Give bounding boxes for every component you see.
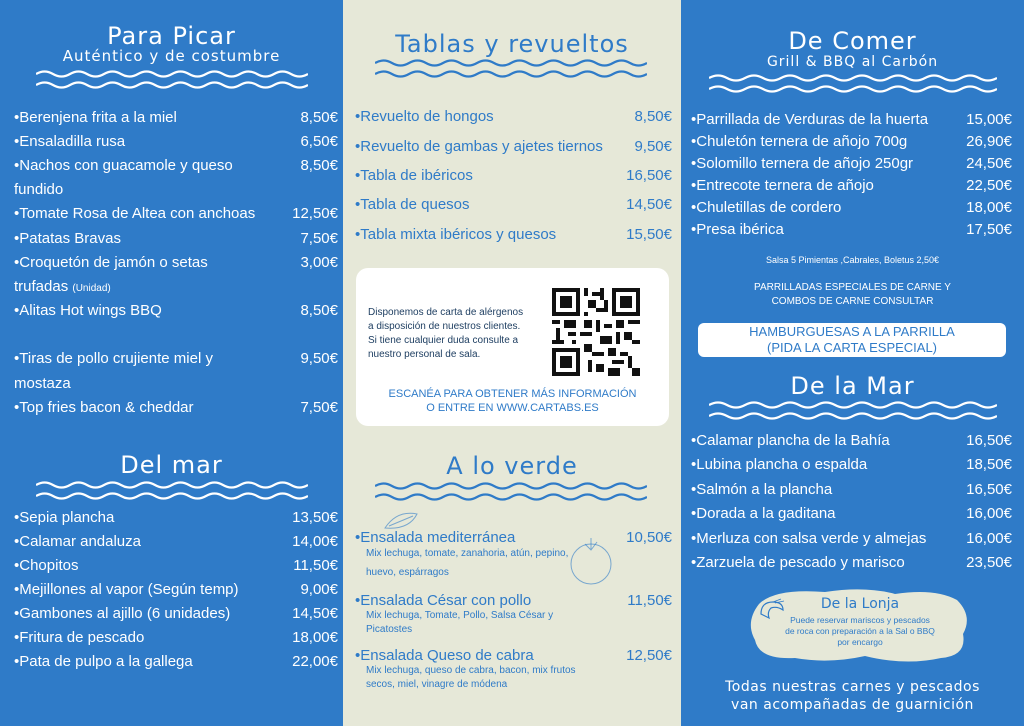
allergen-text: a disposición de nuestros clientes. (368, 321, 521, 332)
section-subtitle-para-picar: Auténtico y de costumbre (62, 47, 281, 65)
item-description: secos, miel, vinagre de módena (366, 679, 508, 690)
item-description: Mix lechuga, queso de cabra, bacon, mix frutos (366, 665, 576, 676)
allergen-text: Si tiene cualquier duda consulte a (368, 335, 519, 346)
scan-cta: O ENTRE EN WWW.CARTABS.ES (426, 402, 599, 414)
wave-divider (709, 73, 997, 95)
tomato-doodle-icon (565, 530, 621, 590)
section-title-tablas: Tablas y revueltos (395, 30, 629, 58)
qr-code-icon[interactable] (552, 288, 640, 376)
section-title-para-picar: Para Picar (107, 22, 236, 50)
allergen-text: nuestro personal de sala. (368, 349, 481, 360)
allergen-info-card (356, 268, 669, 426)
lonja-text: de roca con preparación a la Sal o BBQ (785, 626, 935, 636)
wave-divider (709, 400, 997, 422)
allergen-text: Disponemos de carta de alérgenos (368, 307, 524, 318)
column-de-comer: De Comer Grill & BBQ al Carbón •Parrillada de Verduras de la huerta 15,00€ •Chuletón ternera de añojo 700g 26,90€ •Solomillo ternera de añojo 250gr 24,50€ •Entrecote ternera de añojo 22,50€ •Chuletillas de cordero 18,00€ •Presa ibérica 17,50€ Salsa 5 Pimientas ,Cabrales, Boletus 2,50€ PARRILLADAS ESPECIALES DE CARNE Y COMBOS DE CARNE CONSULTAR De la Mar •Calamar plancha de la Bahía 16,50€ •Lubina plancha o espalda 18,50€ •Salmón a la plancha 16,50€ •Dorada a la gaditana 16,00€ •Merluza con salsa verde y almejas 16,00€ •Zarzuela de pescado y marisco 23,50€ De la Lonja Puede reservar mariscos y pescados de roca con preparación a la Sal o BBQ por encargo Todas nuestras carnes y pescados van acompañadas de guarnición (681, 0, 1024, 726)
wave-divider (36, 69, 308, 91)
section-title-de-comer: De Comer (788, 27, 917, 55)
item-description: huevo, espárragos (366, 567, 449, 578)
section-title-de-la-mar: De la Mar (790, 372, 915, 400)
lonja-text: por encargo (837, 637, 883, 647)
item-description: Picatostes (366, 624, 413, 635)
wave-divider (375, 481, 647, 503)
column-tablas-verde: Tablas y revueltos •Revuelto de hongos 8,50€ •Revuelto de gambas y ajetes tiernos 9,50€ •Tabla de ibéricos 16,50€ •Tabla de quesos 14,50€ •Tabla mixta ibéricos y quesos 15,50€ A lo verde •Ensalada mediterránea 10,50€ Mix lechuga, tomate, zanahoria, atún, pepino, huevo, espárragos •Ensalada César con pollo 11,50€ Mix lechuga, Tomate, Pollo, Salsa César y Picatostes •Ensalada Queso de cabra 12,50€ Mix lechuga, queso de cabra, bacon, mix frutos secos, miel, vinagre de módena (343, 0, 681, 726)
hamburguesas-line: HAMBURGUESAS A LA PARRILLA (749, 324, 955, 339)
section-title-del-mar: Del mar (120, 451, 223, 479)
lonja-title: De la Lonja (820, 596, 900, 612)
wave-divider (375, 58, 647, 80)
column-para-picar: Para Picar Auténtico y de costumbre •Berenjena frita a la miel 8,50€ •Ensaladilla rusa 6,50€ •Nachos con guacamole y queso 8,50€ fundido •Tomate Rosa de Altea con anchoas 12,50€ •Patatas Bravas 7,50€ •Croquetón de jamón o setas 3,00€ trufadas (Unidad) •Alitas Hot wings BBQ 8,50€ •Tiras de pollo crujiente miel y 9,50€ mostaza •Top fries bacon & cheddar 7,50€ Del mar •Sepia plancha 13,50€ •Calamar andaluza 14,00€ •Chopitos 11,50€ •Mejillones al vapor (Según temp) 9,00€ •Gambones al ajillo (6 unidades) 14,50€ •Fritura de pescado 18,00€ •Pata de pulpo a la gallega 22,00€ (0, 0, 343, 726)
hamburguesas-line: (PIDA LA CARTA ESPECIAL) (766, 340, 938, 355)
footer-note: van acompañadas de guarnición (731, 697, 974, 713)
hamburguesas-banner (698, 323, 1006, 357)
parrilladas-note: COMBOS DE CARNE CONSULTAR (771, 296, 934, 307)
scan-cta: ESCANÉA PARA OBTENER MÁS INFORMACIÓN (388, 388, 637, 400)
item-description: Mix lechuga, Tomate, Pollo, Salsa César y (366, 610, 554, 621)
lonja-text: Puede reservar mariscos y pescados (790, 615, 930, 625)
salsa-note: Salsa 5 Pimientas ,Cabrales, Boletus 2,50€ (765, 255, 940, 265)
wave-divider (36, 480, 308, 502)
parrilladas-note: PARRILLADAS ESPECIALES DE CARNE Y (754, 282, 951, 293)
section-subtitle-de-comer: Grill & BBQ al Carbón (766, 54, 939, 70)
footer-note: Todas nuestras carnes y pescados (725, 679, 980, 695)
item-description: Mix lechuga, tomate, zanahoria, atún, pepino, (366, 548, 569, 559)
section-title-a-lo-verde: A lo verde (446, 452, 578, 480)
